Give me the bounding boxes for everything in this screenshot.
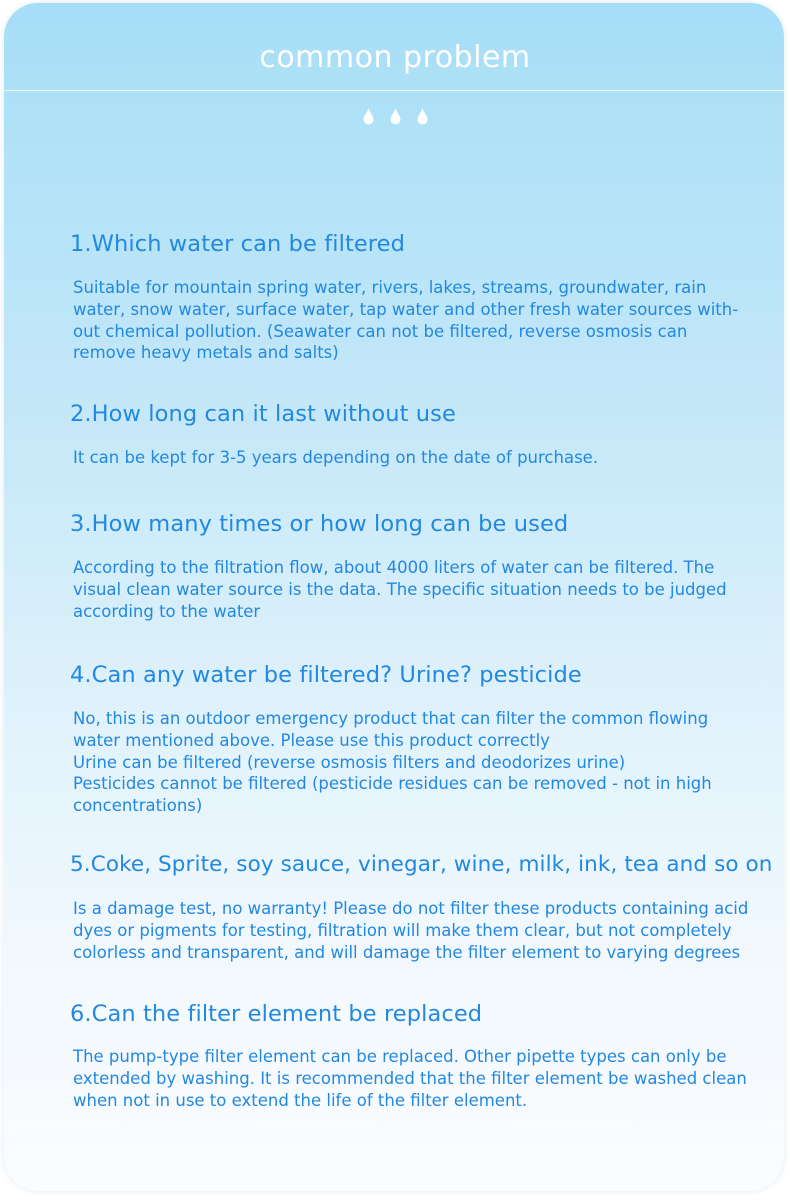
answer-line: Urine can be filtered (reverse osmosis filters and deodorizes urine): [73, 752, 626, 772]
answer-line: water, snow water, surface water, tap water and other fresh water sources with-: [73, 299, 739, 319]
answer-line: remove heavy metals and salts): [73, 343, 339, 363]
answer-line: dyes or pigments for testing, filtration will make them clear, but not completely: [73, 920, 732, 940]
faq-answer: [73, 277, 763, 364]
answer-line: visual clean water source is the data. The specific situation needs to be judged: [73, 579, 727, 599]
faq-question: 4.Can any water be filtered? Urine? pesticide: [70, 662, 582, 688]
water-drop-icon: [363, 108, 374, 125]
answer-line: when not in use to extend the life of the filter element.: [73, 1090, 528, 1110]
faq-question: 1.Which water can be filtered: [70, 231, 405, 257]
answer-line: The pump-type filter element can be replaced. Other pipette types can only be: [73, 1047, 727, 1066]
faq-answer: [73, 1046, 763, 1111]
faq-answer: [73, 708, 763, 817]
faq-answer: [73, 898, 763, 963]
faq-question: 6.Can the filter element be replaced: [70, 1001, 483, 1027]
faq-question: 3.How many times or how long can be used: [70, 511, 569, 537]
answer-line: Is a damage test, no warranty! Please do not filter these products containing acid: [73, 899, 749, 918]
answer-line: extended by washing. It is recommended that the filter element be washed clean: [73, 1068, 747, 1088]
answer-line: Pesticides cannot be filtered (pesticide residues can be removed - not in high: [73, 774, 712, 794]
answer-line: No, this is an outdoor emergency product that can filter the common flowing: [73, 709, 709, 728]
answer-line: out chemical pollution. (Seawater can not be filtered, reverse osmosis can: [73, 321, 688, 341]
answer-line: It can be kept for 3-5 years depending on the date of purchase.: [73, 448, 599, 467]
answer-line: colorless and transparent, and will damage the filter element to varying degrees: [73, 942, 741, 962]
water-drop-icon: [390, 108, 401, 125]
water-drop-icon: [417, 108, 428, 125]
answer-line: water mentioned above. Please use this product correctly: [73, 730, 550, 750]
answer-line: according to the water: [73, 601, 261, 621]
faq-answer: [73, 557, 763, 622]
faq-answer: [73, 447, 763, 469]
drop-decoration: [0, 108, 790, 125]
answer-line: concentrations): [73, 796, 203, 816]
answer-line: According to the filtration flow, about 4000 liters of water can be filtered. The: [73, 558, 715, 577]
faq-question: 5.Coke, Sprite, soy sauce, vinegar, wine, milk, ink, tea and so on: [70, 852, 773, 877]
page-title: common problem: [259, 40, 531, 75]
header-divider: [4, 90, 784, 91]
faq-question: 2.How long can it last without use: [70, 401, 456, 427]
answer-line: Suitable for mountain spring water, rivers, lakes, streams, groundwater, rain: [73, 278, 707, 297]
